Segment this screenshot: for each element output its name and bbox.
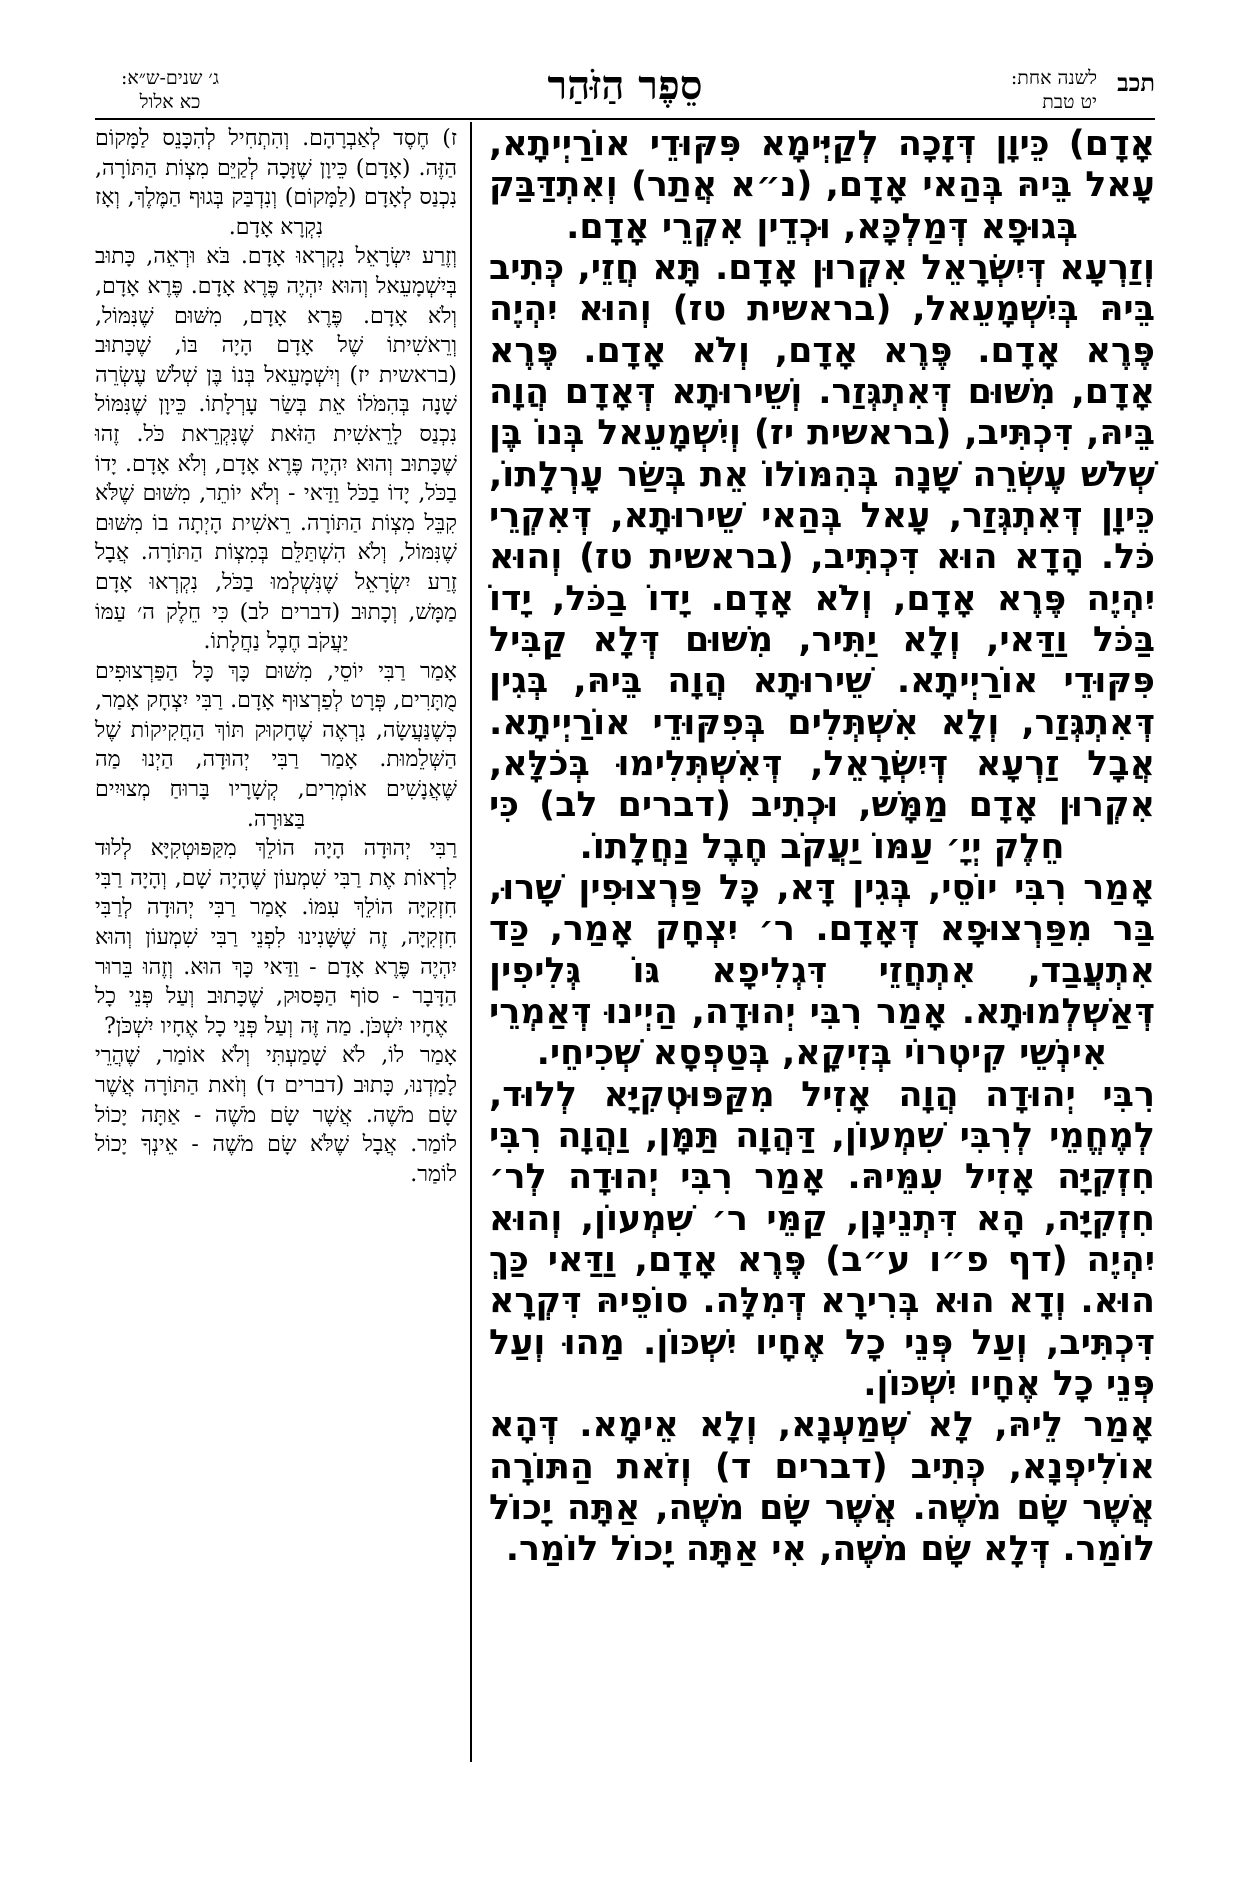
- translation-paragraph: ז) חֶסֶד לְאַבְרָהָם. וְהִתְחִיל לְהִכָּנֵס לַמָּקוֹם הַזֶּה. (אָדָם) כֵּיוָן שֶׁזָּכָה לְקַיֵּם מִצְוֹת הַתּוֹרָה, נִכְנַס לְאָדָם (לַמָּקוֹם) וְנִדְבַּק בְּגוּף הַמֶּלֶךְ, וְאָז נִקְרָא אָדָם.: [95, 126, 457, 240]
- schedule-date: כא אלול: [139, 91, 201, 113]
- page-number: תכב: [1117, 68, 1155, 97]
- book-title: סֵפֶר הַזֹּהַר: [547, 62, 703, 109]
- main-paragraph: אָמַר רִבִּי יוֹסֵי, בְּגִין דָּא, כָּל פַּרְצוּפִין שָׁרוּ, בַּר מִפַּרְצוּפָא דְּאָדָם. ר׳ יִצְחָק אָמַר, כַּד אִתְעֲבַד, אִתְחֲזֵי דִּגְלִיפָא גּוֹ גְּלִיפִין דְּאַשְׁלְמוּתָא. אָמַר רִבִּי יְהוּדָה, הַיְינוּ דְּאַמְרֵי אִינְשֵׁי קִיטְרוֹי בְּזִיקָא, בְּטַפְסָא שְׁכִיחֵי.: [489, 867, 1155, 1074]
- main-paragraph: אָדָם) כֵּיוָן דְּזָכָה לְקַיְּימָא פִּקּוּדֵי אוֹרַיְיתָא, עָאל בֵּיהּ בְּהַאי אָדָם, (נ״א אֲתַר) וְאִתְדַּבַּק בְּגוּפָא דְּמַלְכָּא, וּכְדֵין אִקְרֵי אָדָם.: [489, 124, 1155, 247]
- translation-paragraph: אָמַר רַבִּי יוֹסֵי, מִשּׁוּם כָּךְ כָּל הַפַּרְצוּפִים מֻתָּרִים, פְּרָט לְפַרְצוּף אָדָם. רַבִּי יִצְחָק אָמַר, כְּשֶׁנַּעֲשָׂה, נִרְאֶה שֶׁחָקוּק תּוֹךְ הַחֲקִיקוֹת שֶׁל הַשְּׁלֵמוּת. אָמַר רַבִּי יְהוּדָה, הַיְנוּ מַה שֶּׁאֲנָשִׁים אוֹמְרִים, קְשָׁרָיו בָּרוּחַ מְצוּיִים בַּצּוּרָה.: [95, 658, 457, 832]
- reading-schedule-three-years: [95, 66, 245, 114]
- header-divider: [95, 118, 1155, 120]
- main-paragraph: אָמַר לֵיהּ, לָא שְׁמַעְנָא, וְלָא אֵימָא. דְּהָא אוֹלִיפְנָא, כְּתִיב (דברים ד) וְזֹאת הַתּוֹרָה אֲשֶׁר שָׂם מֹשֶׁה. אֲשֶׁר שָׂם מֹשֶׁה, אַתָּה יָכוֹל לוֹמַר. דְּלָא שָׂם מֹשֶׁה, אִי אַתָּה יָכוֹל לוֹמַר.: [489, 1405, 1155, 1570]
- main-paragraph: רִבִּי יְהוּדָה הֲוָה אָזִיל מִקַּפּוּטְקִיָּא לְלוּד, לְמֶחֱמֵי לְרִבִּי שִׁמְעוֹן, דַּהֲוָה תַּמָּן, וַהֲוָה רִבִּי חִזְקִיָּה אָזִיל עִמֵּיהּ. אָמַר רִבִּי יְהוּדָה לְר׳ חִזְקִיָּה, הָא דִּתְנֵינָן, קַמֵּי ר׳ שִׁמְעוֹן, וְהוּא יִהְיֶה (דף פ״ו ע״ב) פֶּרֶא אָדָם, וַדַּאי כַּךְ הוּא. וְדָא הוּא בְּרִירָא דְּמִלָּה. סוֹפֵיהּ דִּקְרָא דִּכְתִּיב, וְעַל פְּנֵי כָל אֶחָיו יִשְׁכּוֹן. מַהוּ וְעַל פְּנֵי כָל אֶחָיו יִשְׁכּוֹן.: [489, 1074, 1155, 1404]
- schedule-label: ג׳ שנים-ש״א:: [120, 67, 220, 89]
- translation-paragraph: וְזֶרַע יִשְׂרָאֵל נִקְרְאוּ אָדָם. בֹּא וּרְאֵה, כָּתוּב בְּיִשְׁמָעֵאל וְהוּא יִהְיֶה פֶּרֶא אָדָם. פֶּרֶא אָדָם, וְלֹא אָדָם. פֶּרֶא אָדָם, מִשּׁוּם שֶׁנִּמּוֹל, וְרֵאשִׁיתוֹ שֶׁל אָדָם הָיָה בּוֹ, שֶׁכָּתוּב (בראשית יז) וְיִשְׁמָעֵאל בְּנוֹ בֶּן שְׁלֹשׁ עֶשְׂרֵה שָׁנָה בְּהִמֹּלוֹ אֵת בְּשַׂר עָרְלָתוֹ. כֵּיוָן שֶׁנִּמּוֹל נִכְנַס לָרֵאשִׁית הַזֹּאת שֶׁנִּקְרֵאת כֹּל. זֶהוּ שֶׁכָּתוּב וְהוּא יִהְיֶה פֶּרֶא אָדָם, וְלֹא אָדָם. יָדוֹ בַכֹּל, יָדוֹ בַכֹּל וַדַּאי - וְלֹא יוֹתֵר, מִשּׁוּם שֶׁלֹּא קִבֵּל מִצְוֹת הַתּוֹרָה. רֵאשִׁית הָיְתָה בוֹ מִשּׁוּם שֶׁנִּמּוֹל, וְלֹא הִשְׁתַּלֵּם בְּמִצְוֹת הַתּוֹרָה. אֲבָל זֶרַע יִשְׂרָאֵל שֶׁנִּשְׁלְמוּ בַכֹּל, נִקְרְאוּ אָדָם מַמָּשׁ, וְכָתוּב (דברים לב) כִּי חֵלֶק ה׳ עַמּוֹ יַעֲקֹב חֶבֶל נַחֲלָתוֹ.: [95, 244, 457, 655]
- column-divider: [470, 122, 472, 1762]
- translation-paragraph: אָמַר לוֹ, לֹא שָׁמַעְתִּי וְלֹא אוֹמַר, שֶׁהֲרֵי לָמַדְנוּ, כָּתוּב (דברים ד) וְזֹאת הַתּוֹרָה אֲשֶׁר שָׂם מֹשֶׁה. אֲשֶׁר שָׂם מֹשֶׁה - אַתָּה יָכוֹל לוֹמַר. אֲבָל שֶׁלֹּא שָׂם מֹשֶׁה - אֵינְךָ יָכוֹל לוֹמַר.: [95, 1043, 457, 1187]
- aramaic-text-column: [489, 124, 1155, 1570]
- hebrew-translation-column: [95, 124, 457, 1189]
- main-paragraph: וְזַרְעָא דְּיִשְׂרָאֵל אִקְרוּן אָדָם. תָּא חֲזֵי, כְּתִיב בֵּיהּ בְּיִשְׁמָעֵאל, (בראשית טז) וְהוּא יִהְיֶה פֶּרֶא אָדָם. פֶּרֶא אָדָם, וְלֹא אָדָם. פֶּרֶא אָדָם, מִשּׁוּם דְּאִתְגְּזַר. וְשֵׁירוּתָא דְּאָדָם הֲוָה בֵּיהּ, דִּכְתִּיב, (בראשית יז) וְיִשְׁמָעֵאל בְּנוֹ בֶּן שְׁלֹשׁ עֶשְׂרֵה שָׁנָה בְּהִמּוֹלוֹ אֵת בְּשַׂר עָרְלָתוֹ, כֵּיוָן דְּאִתְגְּזַר, עָאל בְּהַאי שֵׁירוּתָא, דְּאִקְרֵי כֹּל. הָדָא הוּא דִּכְתִּיב, (בראשית טז) וְהוּא יִהְיֶה פֶּרֶא אָדָם, וְלֹא אָדָם. יָדוֹ בַכֹּל, יָדוֹ בַּכֹּל וַדַּאי, וְלָא יַתִּיר, מִשּׁוּם דְּלָא קַבִּיל פִּקּוּדֵי אוֹרַיְיתָא. שֵׁירוּתָא הֲוָה בֵּיהּ, בְּגִין דְּאִתְגְּזַר, וְלָא אִשְׁתְּלִים בְּפִקּוּדֵי אוֹרַיְיתָא. אֲבָל זַרְעָא דְּיִשְׂרָאֵל, דְּאִשְׁתְּלִימוּ בְּכֹלָּא, אִקְרוּן אָדָם מַמָּשׁ, וּכְתִיב (דברים לב) כִּי חֵלֶק יְיָ׳ עַמּוֹ יַעֲקֹב חֶבֶל נַחֲלָתוֹ.: [489, 247, 1155, 867]
- schedule-date: יט טבת: [1042, 91, 1097, 113]
- schedule-label: לשנה אחת:: [1010, 67, 1097, 89]
- translation-paragraph: רַבִּי יְהוּדָה הָיָה הוֹלֵךְ מִקַּפּוּטְקִיָּא לְלוּד לִרְאוֹת אֶת רַבִּי שִׁמְעוֹן שֶׁהָיָה שָׁם, וְהָיָה רַבִּי חִזְקִיָּה הוֹלֵךְ עִמּוֹ. אָמַר רַבִּי יְהוּדָה לְרַבִּי חִזְקִיָּה, זֶה שֶׁשָּׁנִינוּ לִפְנֵי רַבִּי שִׁמְעוֹן וְהוּא יִהְיֶה פֶּרֶא אָדָם - וַדַּאי כָּךְ הוּא. וְזֶהוּ בֵּרוּר הַדָּבָר - סוֹף הַפָּסוּק, שֶׁכָּתוּב וְעַל פְּנֵי כָל אֶחָיו יִשְׁכֹּן. מַה זֶּה וְעַל פְּנֵי כָל אֶחָיו יִשְׁכֹּן?: [95, 836, 457, 1039]
- page-header: [95, 62, 1155, 114]
